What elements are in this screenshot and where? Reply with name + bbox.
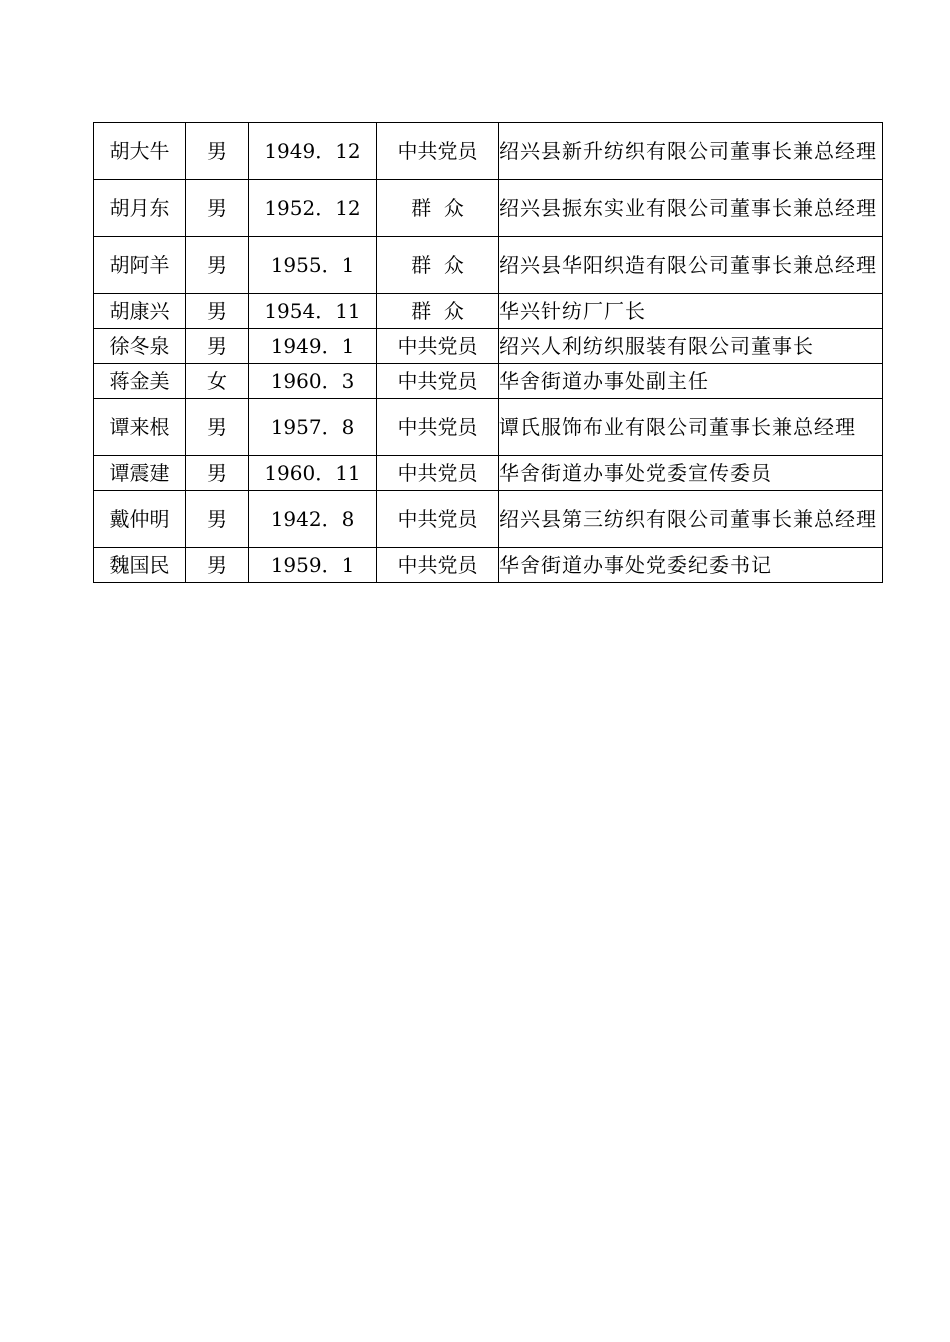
position-cell: 绍兴县新升纺织有限公司董事长兼总经理 (499, 123, 883, 180)
gender-cell: 女 (186, 364, 249, 399)
party-cell: 群 众 (377, 180, 499, 237)
name-cell: 戴仲明 (94, 491, 186, 548)
birth-cell: 1942．8 (249, 491, 377, 548)
position-cell: 绍兴县华阳织造有限公司董事长兼总经理 (499, 237, 883, 294)
personnel-table (93, 122, 883, 583)
gender-cell: 男 (186, 548, 249, 583)
position-cell: 绍兴人利纺织服装有限公司董事长 (499, 329, 883, 364)
name-cell: 魏国民 (94, 548, 186, 583)
gender-cell: 男 (186, 237, 249, 294)
birth-cell: 1960．3 (249, 364, 377, 399)
birth-cell: 1954．11 (249, 294, 377, 329)
party-cell: 中共党员 (377, 491, 499, 548)
table-row (94, 180, 883, 237)
position-cell: 华舍街道办事处党委宣传委员 (499, 456, 883, 491)
party-cell: 群 众 (377, 294, 499, 329)
table-row (94, 123, 883, 180)
position-cell: 谭氏服饰布业有限公司董事长兼总经理 (499, 399, 883, 456)
table-row (94, 399, 883, 456)
party-cell: 中共党员 (377, 548, 499, 583)
name-cell: 徐冬泉 (94, 329, 186, 364)
name-cell: 胡阿羊 (94, 237, 186, 294)
position-cell: 绍兴县振东实业有限公司董事长兼总经理 (499, 180, 883, 237)
party-cell: 中共党员 (377, 364, 499, 399)
table-row (94, 364, 883, 399)
party-cell: 中共党员 (377, 123, 499, 180)
gender-cell: 男 (186, 294, 249, 329)
birth-cell: 1957．8 (249, 399, 377, 456)
position-cell: 华舍街道办事处党委纪委书记 (499, 548, 883, 583)
table-row (94, 237, 883, 294)
party-cell: 中共党员 (377, 399, 499, 456)
gender-cell: 男 (186, 180, 249, 237)
table-row (94, 456, 883, 491)
name-cell: 蒋金美 (94, 364, 186, 399)
birth-cell: 1959．1 (249, 548, 377, 583)
position-cell: 华兴针纺厂厂长 (499, 294, 883, 329)
name-cell: 谭震建 (94, 456, 186, 491)
position-cell: 绍兴县第三纺织有限公司董事长兼总经理 (499, 491, 883, 548)
name-cell: 谭来根 (94, 399, 186, 456)
gender-cell: 男 (186, 329, 249, 364)
party-cell: 中共党员 (377, 329, 499, 364)
name-cell: 胡康兴 (94, 294, 186, 329)
table-row (94, 294, 883, 329)
birth-cell: 1952．12 (249, 180, 377, 237)
birth-cell: 1955．1 (249, 237, 377, 294)
birth-cell: 1949．1 (249, 329, 377, 364)
position-cell: 华舍街道办事处副主任 (499, 364, 883, 399)
name-cell: 胡大牛 (94, 123, 186, 180)
gender-cell: 男 (186, 123, 249, 180)
birth-cell: 1960．11 (249, 456, 377, 491)
gender-cell: 男 (186, 456, 249, 491)
gender-cell: 男 (186, 399, 249, 456)
name-cell: 胡月东 (94, 180, 186, 237)
table-row (94, 548, 883, 583)
table-row (94, 491, 883, 548)
gender-cell: 男 (186, 491, 249, 548)
party-cell: 中共党员 (377, 456, 499, 491)
birth-cell: 1949．12 (249, 123, 377, 180)
party-cell: 群 众 (377, 237, 499, 294)
table-row (94, 329, 883, 364)
